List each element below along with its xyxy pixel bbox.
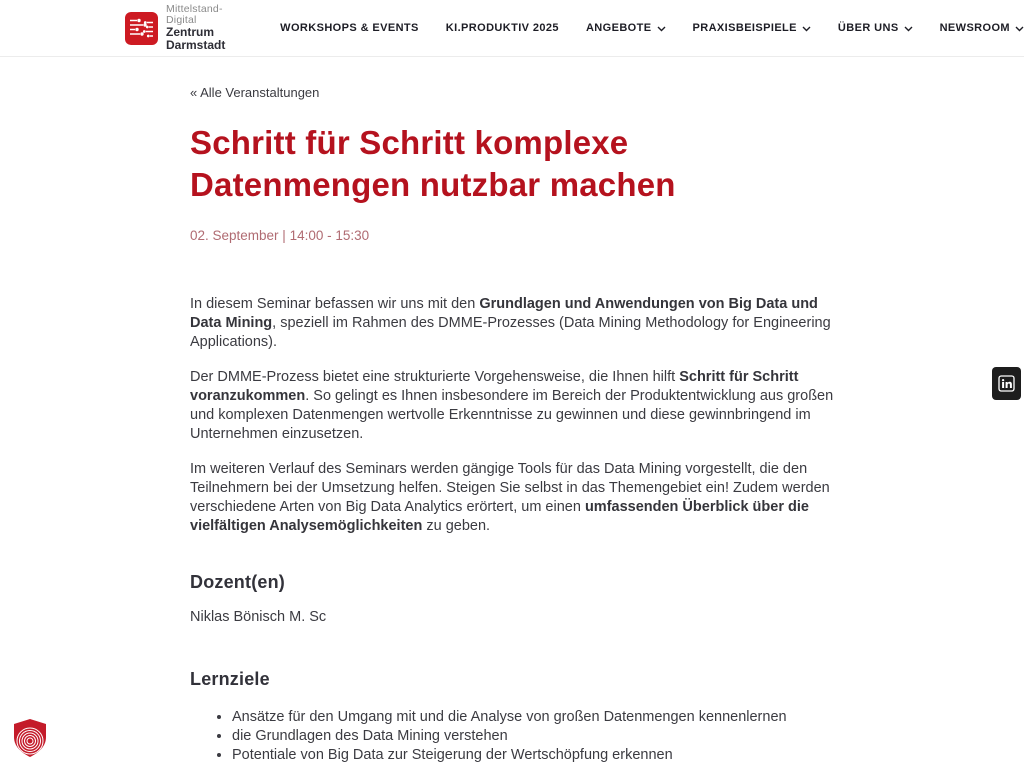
event-article [190,57,840,765]
linkedin-icon [998,375,1015,392]
site-header [0,0,1024,57]
nav-label: KI.PRODUKTIV 2025 [445,22,559,34]
text-segment: Im weiteren Verlauf des Seminars werden gängige Tools für das Data Mining vorgestellt, die den Teilnehmern bei der Umsetzung helfen. Steigen Sie selbst in das Themengebiet ein! Zudem werden verschiedene Arten von Big Data Analytics erörtert, um einen [190,461,830,515]
paragraph-1 [190,295,840,352]
text-segment-bold: Grundlagen und Anwendungen von Big Data und Data Mining [190,296,818,331]
nav-label: ÜBER UNS [837,22,899,34]
back-to-events-link[interactable]: « Alle Veranstaltungen [190,85,320,100]
site-logo[interactable] [125,4,226,53]
nav-item-newsroom[interactable] [940,22,1024,34]
nav-label: PRAXISBEISPIELE [692,22,797,34]
paragraph-3 [190,460,840,536]
page-title: Schritt für Schritt komplexe Datenmengen nutzbar machen [190,124,676,203]
text-segment: , speziell im Rahmen des DMME-Prozesses (Data Mining Methodology for Engineering Applications). [190,315,831,350]
text-segment: zu geben. [422,518,491,534]
chevron-down-icon [1015,26,1024,32]
nav-label: NEWSROOM [939,22,1010,34]
brand-line-2: Zentrum [166,25,214,40]
chevron-down-icon [657,26,666,32]
text-segment: Der DMME-Prozess bietet eine strukturierte Vorgehensweise, die Ihnen hilft [190,369,680,385]
chevron-down-icon [904,26,913,32]
list-item: • Ansätze für den Umgang mit und die Analyse von großen Datenmengen kennenlernen [232,708,840,727]
text-segment: . So gelingt es Ihnen insbesondere im Bereich der Produktentwicklung aus großen und komplexen Datenmengen wertvolle Erkenntnisse zu gewinnen und diese gewinnbringend im Unternehmen einzusetzen. [190,388,834,442]
main-nav [280,22,1024,34]
learning-goals-list [190,708,840,765]
chevron-down-icon [802,26,811,32]
nav-label: ANGEBOTE [585,22,652,34]
nav-item-ki-produktiv-2025[interactable] [446,22,559,34]
text-segment: In diesem Seminar befassen wir uns mit den [190,296,480,312]
text-segment-bold: umfassenden Überblick über die vielfältigen Analysemöglichkeiten [190,499,809,534]
list-item: • die Grundlagen des Data Mining verstehen [232,727,840,746]
nav-item-workshops-events[interactable] [280,22,419,34]
nav-item-ueber-uns[interactable] [838,22,913,34]
text-segment-bold: Schritt für Schritt voranzukommen [190,369,799,404]
linkedin-share-button[interactable] [992,367,1021,400]
logo-circuit-icon [125,12,158,45]
dozent-heading: Dozent(en) [190,572,285,592]
lernziele-heading: Lernziele [190,669,270,689]
instructor-name: Niklas Bönisch M. Sc [190,609,327,625]
brand-line-1: Mittelstand-Digital [166,2,223,27]
security-shield-badge[interactable] [13,718,47,758]
nav-item-angebote[interactable] [586,22,666,34]
event-date: 02. September | 14:00 - 15:30 [190,228,370,243]
list-item: • Potentiale von Big Data zur Steigerung der Wertschöpfung erkennen [232,746,840,765]
paragraph-2 [190,368,840,444]
nav-item-praxisbeispiele[interactable] [693,22,811,34]
nav-label: WORKSHOPS & EVENTS [280,22,419,34]
brand-line-3: Darmstadt [166,38,226,53]
